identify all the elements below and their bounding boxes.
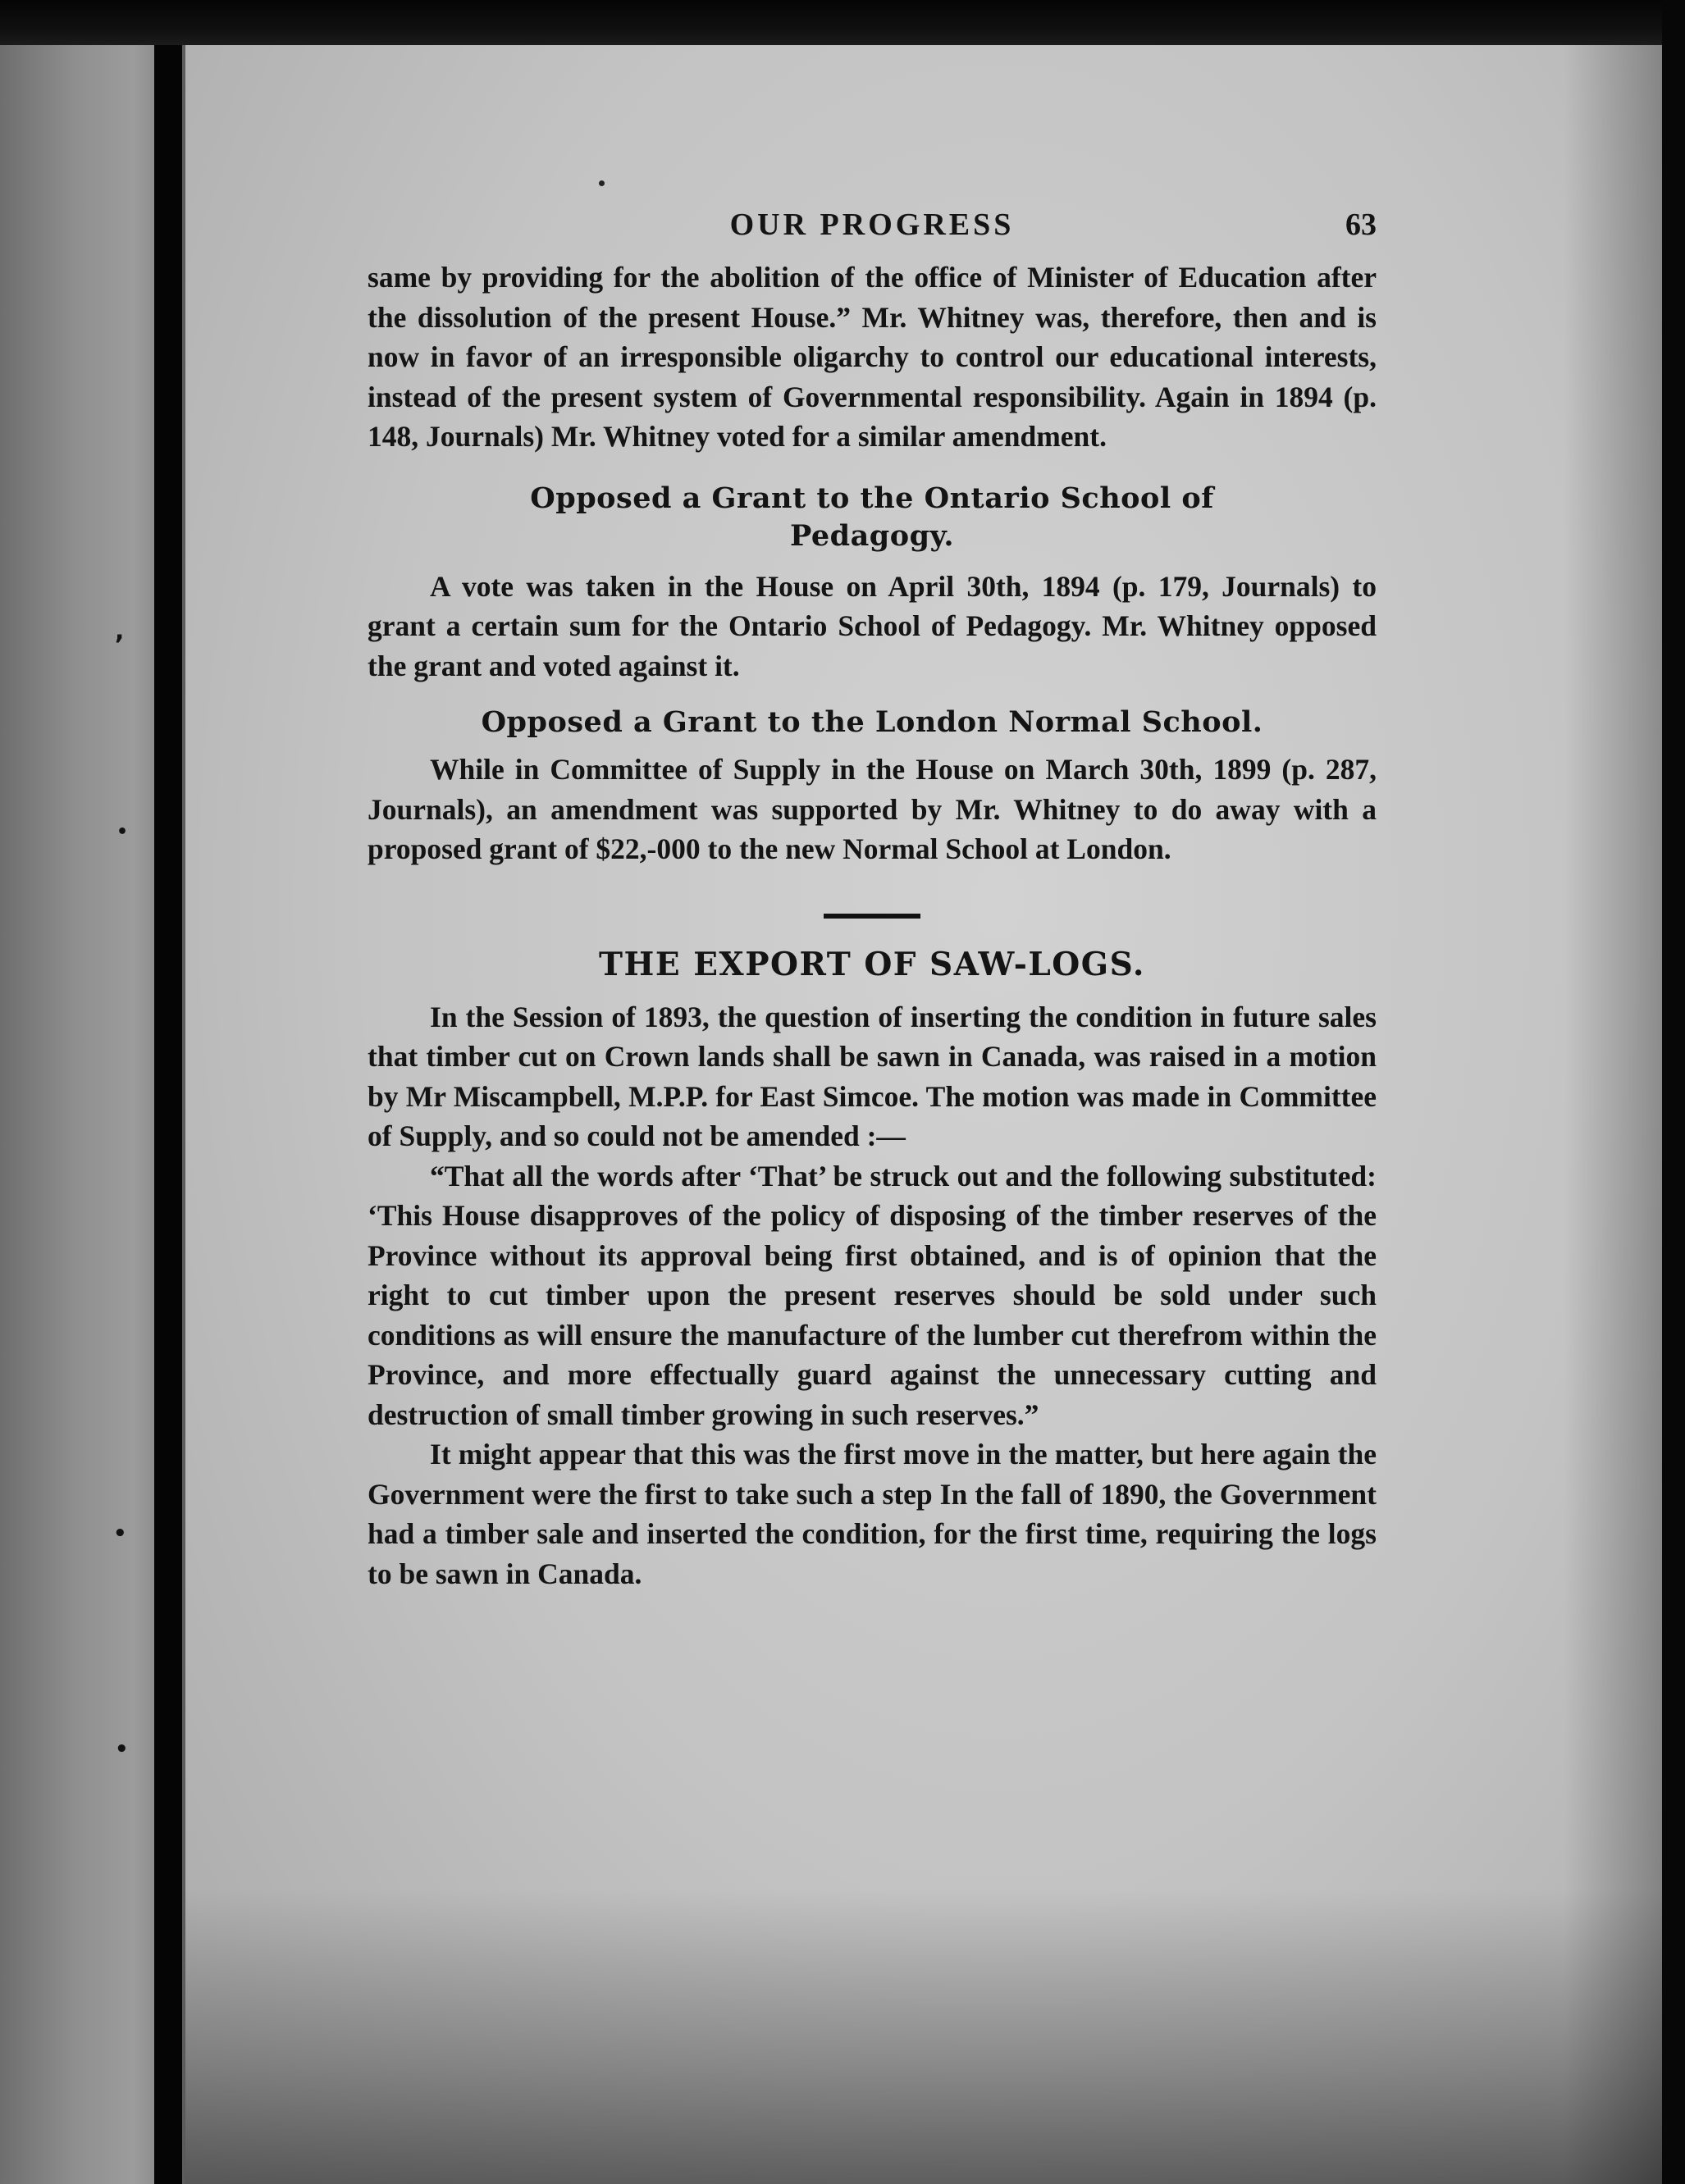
- binding-mark: •: [113, 1521, 127, 1546]
- binding-mark: •: [116, 822, 129, 842]
- binding-mark: •: [115, 1737, 129, 1762]
- running-head: [368, 189, 1377, 242]
- section-title-export: THE EXPORT OF SAW-LOGS.: [599, 945, 1145, 983]
- heading-line: Opposed a Grant to the Ontario School of: [530, 481, 1214, 515]
- section-heading-london-normal: Opposed a Grant to the London Normal School.: [481, 705, 1263, 739]
- scan-top-edge: [0, 0, 1685, 45]
- page-number: 63: [1345, 207, 1377, 242]
- section-heading-pedagogy: [368, 480, 1377, 555]
- london-normal-paragraph: While in Committee of Supply in the House on March 30th, 1899 (p. 287, Journals), an amendment was supported by Mr. Whitney to do away with a proposed grant of $22,-000 to the new Normal School at London.: [368, 753, 1377, 865]
- binding-gutter: [154, 0, 182, 2184]
- section-divider: [824, 914, 920, 919]
- page-text-block: [368, 189, 1377, 1594]
- print-speck: [599, 180, 605, 186]
- export-paragraph-1: In the Session of 1893, the question of inserting the condition in future sales that timber cut on Crown lands shall be sawn in Canada, was raised in a motion by Mr Miscampbell, M.P.P. for East Simcoe. The motion was made in Committee of Supply, and so could not be amended :—: [368, 1000, 1377, 1152]
- scan-right-edge: [1662, 0, 1685, 2184]
- export-paragraph-3: It might appear that this was the first move in the matter, but here again the Government were the first to take such a step In the fall of 1890, the Government had a timber sale and inserted the condition, for the first time, requiring the logs to be sawn in Canada.: [368, 1438, 1377, 1590]
- running-title: OUR PROGRESS: [729, 207, 1015, 242]
- binding-mark: ,: [115, 617, 125, 645]
- intro-paragraph: same by providing for the abolition of the office of Minister of Education after the dissolution of the present House.” Mr. Whitney was, therefore, then and is now in favor of an irresponsible oligarchy to control our educational interests, instead of the present system of Governmental responsibility. Again in 1894 (p. 148, Journals) Mr. Whitney voted for a similar amendment.: [368, 261, 1377, 453]
- export-quote-paragraph: “That all the words after ‘That’ be struck out and the following substituted: ‘This House disapproves of the policy of disposing of the timber reserves of the Province without its approval being first obtained, and is of opinion that the right to cut timber upon the present reserves should be sold under such conditions as will ensure the manufacture of the lumber cut therefrom within the Province, and more effectually guard against the unnecessary cutting and destruction of small timber growing in such reserves.”: [368, 1159, 1377, 1431]
- pedagogy-paragraph: A vote was taken in the House on April 30th, 1894 (p. 179, Journals) to grant a certain sum for the Ontario School of Pedagogy. Mr. Whitney opposed the grant and voted against it.: [368, 569, 1377, 682]
- heading-line: Pedagogy.: [789, 518, 955, 553]
